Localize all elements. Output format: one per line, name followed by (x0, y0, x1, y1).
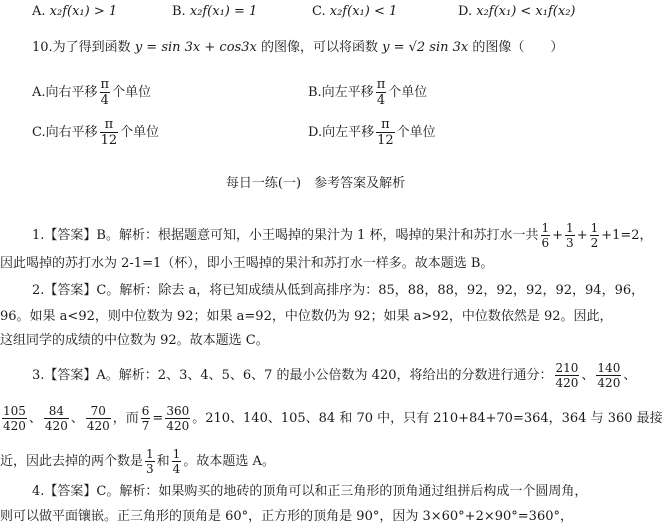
answer-3-text-end: 。故本题选 A。 (183, 454, 275, 469)
separator: 、 (70, 411, 84, 426)
q10-option-b (308, 78, 427, 107)
q10-option-d-fraction (376, 118, 395, 147)
fraction-numerator: 6 (141, 404, 150, 418)
fraction-denominator: 7 (141, 419, 150, 433)
fraction-numerator: 360 (166, 404, 190, 418)
equals-sign: = (152, 411, 164, 426)
q10-option-c-label: C.向右平移 (32, 125, 98, 140)
q10-formula-target: y = sin 3x + cos3x (134, 40, 257, 55)
fraction-denominator: 4 (172, 462, 181, 476)
fraction-denominator: 6 (541, 236, 550, 250)
answer-2-line-2: 96。如果 a<92，则中位数为 92；如果 a=92，中位数仍为 92；如果 a>92，中位数依然是 92。因此， (0, 309, 613, 324)
fraction-denominator: 4 (376, 93, 386, 108)
answer-2-line-3: 这组同学的成绩的中位数为 92。故本题选 C。 (0, 333, 269, 348)
answer-1-line-2: 因此喝掉的苏打水为 2-1=1（杯），即小王喝掉的果汁和苏打水一样多。故本题选 B。 (0, 256, 494, 271)
fraction-denominator: 3 (146, 462, 154, 476)
fraction-denominator: 420 (166, 419, 190, 433)
q10-option-d-unit: 个单位 (396, 125, 436, 140)
fraction-denominator: 420 (44, 419, 68, 433)
fraction-numerator: π (104, 117, 114, 132)
answer-1-text-end: +1=2， (601, 228, 653, 243)
fraction-denominator: 12 (100, 133, 118, 148)
q9-option-a-label: A. (32, 4, 46, 19)
fraction-numerator: 84 (48, 404, 65, 418)
fraction-numerator: 210 (555, 361, 579, 375)
q10-option-a-label: A.向右平移 (32, 85, 98, 100)
q10-option-a-unit: 个单位 (112, 85, 152, 100)
q9-option-c-expr: x₂f(x₁) < 1 (329, 4, 398, 19)
answer-1-text: 1.【答案】B。解析：根据题意可知，小王喝掉的果汁为 1 杯，喝掉的果汁和苏打水一共 (32, 228, 539, 243)
q10-option-c-unit: 个单位 (120, 125, 160, 140)
answer-3-line-1 (32, 362, 636, 389)
separator: 、 (581, 368, 595, 383)
answer-2-line-1: 2.【答案】C。解析：除去 a，将已知成绩从低到高排序为：85，88，88，92，92，92，92，94，96， (32, 283, 645, 298)
answer-1-line-1 (32, 222, 653, 249)
fraction-denominator: 12 (377, 133, 394, 148)
q10-stem (32, 38, 563, 58)
q10-option-b-label: B.向左平移 (308, 85, 374, 100)
q10-stem-a: 10.为了得到函数 (32, 40, 131, 55)
fraction-numerator: 70 (90, 404, 106, 418)
fraction-denominator: 2 (590, 236, 599, 250)
fraction-denominator: 4 (100, 93, 109, 108)
answer-3-fraction-70 (86, 405, 111, 432)
q9-option-d (458, 4, 575, 19)
answer-3-fraction-1-3 (145, 448, 155, 475)
q10-stem-b: 的图像，可以将函数 (260, 40, 378, 55)
q10-formula-source: y = √2 sin 3x (382, 40, 469, 55)
q9-option-d-expr: x₂f(x₁) < x₁f(x₂) (476, 4, 576, 19)
answer-3-text: 3.【答案】A。解析：2、3、4、5、6、7 的最小公倍数为 420，将给出的分数进行通分： (32, 368, 553, 383)
conj-and: 和 (156, 454, 170, 469)
fraction-numerator: 1 (146, 447, 154, 461)
q9-option-c-label: C. (312, 4, 326, 19)
fraction-numerator: 1 (566, 221, 574, 235)
answer-1-fraction-3 (590, 222, 600, 249)
q10-option-b-fraction (376, 78, 387, 107)
answer-1-fraction-1 (541, 222, 551, 249)
answer-3-line-3 (0, 448, 275, 475)
fraction-denominator: 420 (3, 419, 26, 433)
answer-3-fraction-210 (555, 362, 580, 389)
fraction-denominator: 420 (86, 419, 110, 433)
answer-3-fraction-140 (596, 362, 621, 389)
answer-3-line-2 (0, 405, 663, 432)
fraction-denominator: 420 (555, 376, 579, 390)
q9-option-b-label: B. (172, 4, 186, 19)
q9-option-b-expr: x₂f(x₁) = 1 (189, 4, 258, 19)
fraction-numerator: π (376, 77, 386, 92)
answer-3-fraction-6-7 (141, 405, 151, 432)
q9-option-b (172, 4, 257, 19)
answer-3-conj: ，而 (112, 411, 139, 426)
section-title: 每日一练(一) 参考答案及解析 (225, 176, 406, 191)
fraction-denominator: 420 (597, 376, 621, 390)
separator: 、 (623, 368, 637, 383)
answer-4-line-2: 则可以做平面镶嵌。正三角形的顶角是 60°，正方形的顶角是 90°，因为 3×60°+2×90°=360°， (0, 509, 573, 524)
fraction-denominator: 3 (566, 236, 574, 250)
answer-3-fraction-360 (165, 405, 190, 432)
answer-4-line-1: 4.【答案】C。解析：如果购买的地砖的顶角可以和正三角形的顶角通过组拼后构成一个圆周角， (32, 484, 588, 499)
plus-sign: + (552, 228, 564, 243)
q9-option-d-label: D. (458, 4, 473, 19)
q9-option-a-expr: x₂f(x₁) > 1 (49, 4, 118, 19)
q10-option-b-unit: 个单位 (388, 85, 428, 100)
q10-option-c-fraction (100, 118, 119, 147)
fraction-numerator: 1 (541, 221, 550, 235)
plus-sign: + (576, 228, 588, 243)
answer-3-fraction-105 (2, 405, 27, 432)
q9-option-c (312, 4, 397, 19)
fraction-numerator: 1 (172, 447, 181, 461)
fraction-numerator: 140 (597, 361, 621, 375)
q10-option-d-label: D.向左平移 (308, 125, 375, 140)
fraction-numerator: π (381, 117, 390, 132)
fraction-numerator: π (100, 77, 110, 92)
q10-option-c (32, 118, 159, 147)
answer-3-fraction-84 (44, 405, 69, 432)
fraction-numerator: 105 (3, 404, 26, 418)
fraction-numerator: 1 (590, 221, 599, 235)
answer-3-text-tail: 。210、140、105、84 和 70 中，只有 210+84+70=364，364 与 360 最接 (192, 411, 663, 426)
q10-option-a (32, 78, 151, 107)
answer-1-fraction-2 (565, 222, 575, 249)
q10-stem-c: 的图像（ ） (472, 40, 564, 55)
answer-3-fraction-1-4 (172, 448, 182, 475)
q10-option-a-fraction (100, 78, 111, 107)
q9-option-a (32, 4, 117, 19)
q10-option-d (308, 118, 436, 147)
separator: 、 (28, 411, 42, 426)
answer-3-text-l3: 近，因此去掉的两个数是 (0, 454, 144, 469)
